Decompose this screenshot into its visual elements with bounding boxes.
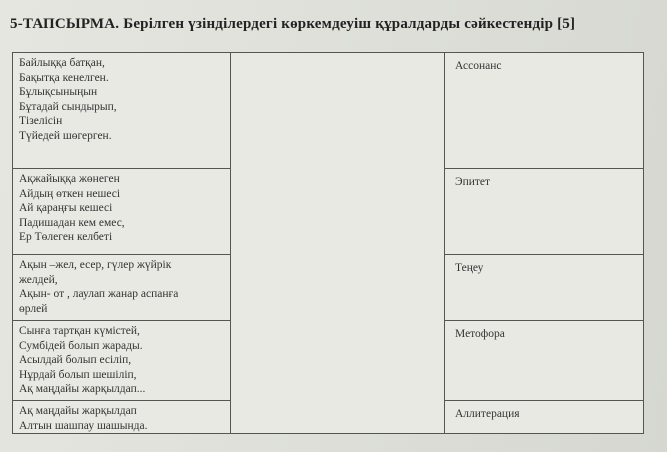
excerpt-line: Тізелісін <box>19 115 63 127</box>
excerpt-line: Бұтадай сындырып, <box>19 100 117 113</box>
excerpt-line: өрлей <box>19 302 48 315</box>
excerpt-line: Байлыққа батқан, <box>19 57 105 69</box>
matching-table <box>12 52 644 434</box>
excerpt-line: Ер Төлеген келбеті <box>19 231 113 243</box>
excerpt-cell-3 <box>13 255 231 321</box>
excerpt-cell-2 <box>13 169 231 255</box>
excerpt-cell-4 <box>13 321 231 401</box>
excerpt-line: Падишадан кем емес, <box>19 216 125 229</box>
excerpt-cell-5 <box>13 401 231 433</box>
device-cell-2 <box>445 169 643 255</box>
excerpt-line: Асылдай болып есіліп, <box>19 354 132 366</box>
device-cell-1 <box>445 53 643 169</box>
device-label: Аллитерация <box>455 408 520 420</box>
excerpt-line: Түйедей шөгерген. <box>19 129 112 142</box>
device-cell-5 <box>445 401 643 433</box>
excerpt-line: Нұрдай болып шешіліп, <box>19 368 137 381</box>
excerpt-line: Ақжайыққа жөнеген <box>19 173 120 185</box>
device-label: Теңеу <box>455 262 484 274</box>
device-label: Ассонанс <box>455 60 502 72</box>
excerpt-line: Ақ маңдайы жарқылдап <box>19 405 137 417</box>
excerpt-line: желдей, <box>19 273 58 286</box>
excerpt-line: Ақын- от , лаулап жанар аспанға <box>19 288 179 300</box>
task-title: 5-ТАПСЫРМА. Берілген үзінділердегі көркемдеуіш құралдарды сәйкестендір [5] <box>10 16 576 32</box>
device-label: Метофора <box>455 328 505 340</box>
device-cell-3 <box>445 255 643 321</box>
excerpt-line: Ай қараңғы кешесі <box>19 202 113 214</box>
excerpt-line: Сынға тартқан күмістей, <box>19 325 140 337</box>
device-label: Эпитет <box>455 176 491 188</box>
device-cell-4 <box>445 321 643 401</box>
answer-space <box>231 53 445 433</box>
excerpt-line: Алтын шашпау шашында. <box>19 419 148 432</box>
excerpt-line: Бақытқа кенелген. <box>19 71 109 84</box>
excerpt-line: Ақын –жел, есер, гүлер жүйрік <box>19 259 172 271</box>
excerpt-line: Айдың өткен нешесі <box>19 187 121 200</box>
excerpt-line: Сумбідей болып жарады. <box>19 339 143 352</box>
excerpt-cell-1 <box>13 53 231 169</box>
excerpt-line: Бұлықсыныңын <box>19 86 98 98</box>
excerpt-line: Ақ маңдайы жарқылдап... <box>19 383 146 395</box>
